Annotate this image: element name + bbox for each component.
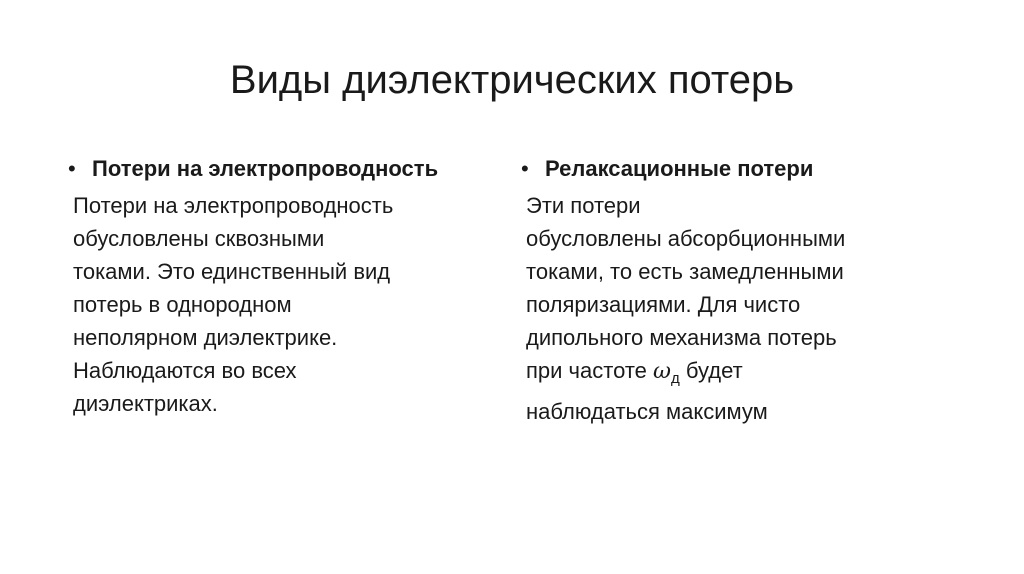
left-bullet-item — [68, 152, 488, 185]
slide-title: Виды диэлектрических потерь — [229, 58, 795, 102]
frequency-prefix: при частоте — [526, 358, 654, 383]
right-body-last: наблюдаться максимум — [526, 399, 768, 424]
right-body-text — [526, 189, 961, 428]
left-body-text: Потери на электропроводность обусловлены сквозными токами. Это единственный вид потерь в однородном неполярном диэлектрике. Наблюдаются во всех диэлектриках. — [73, 193, 394, 416]
bullet-icon: • — [68, 156, 76, 181]
right-body-main: Эти потери обусловлены абсорбционными токами, то есть замедленными поляризациями. Для чисто дипольного механизма потерь — [526, 193, 846, 350]
omega-subscript: д — [670, 370, 680, 387]
right-column — [521, 152, 961, 428]
left-column — [68, 152, 488, 420]
right-heading: Релаксационные потери — [545, 156, 814, 181]
right-body-frequency-line — [526, 358, 743, 387]
omega-symbol — [653, 359, 680, 387]
omega-letter: ω — [653, 359, 671, 384]
frequency-suffix: будет — [679, 358, 743, 383]
right-bullet-item — [521, 152, 961, 185]
bullet-icon: • — [521, 156, 529, 181]
left-heading: Потери на электропроводность — [92, 156, 439, 181]
